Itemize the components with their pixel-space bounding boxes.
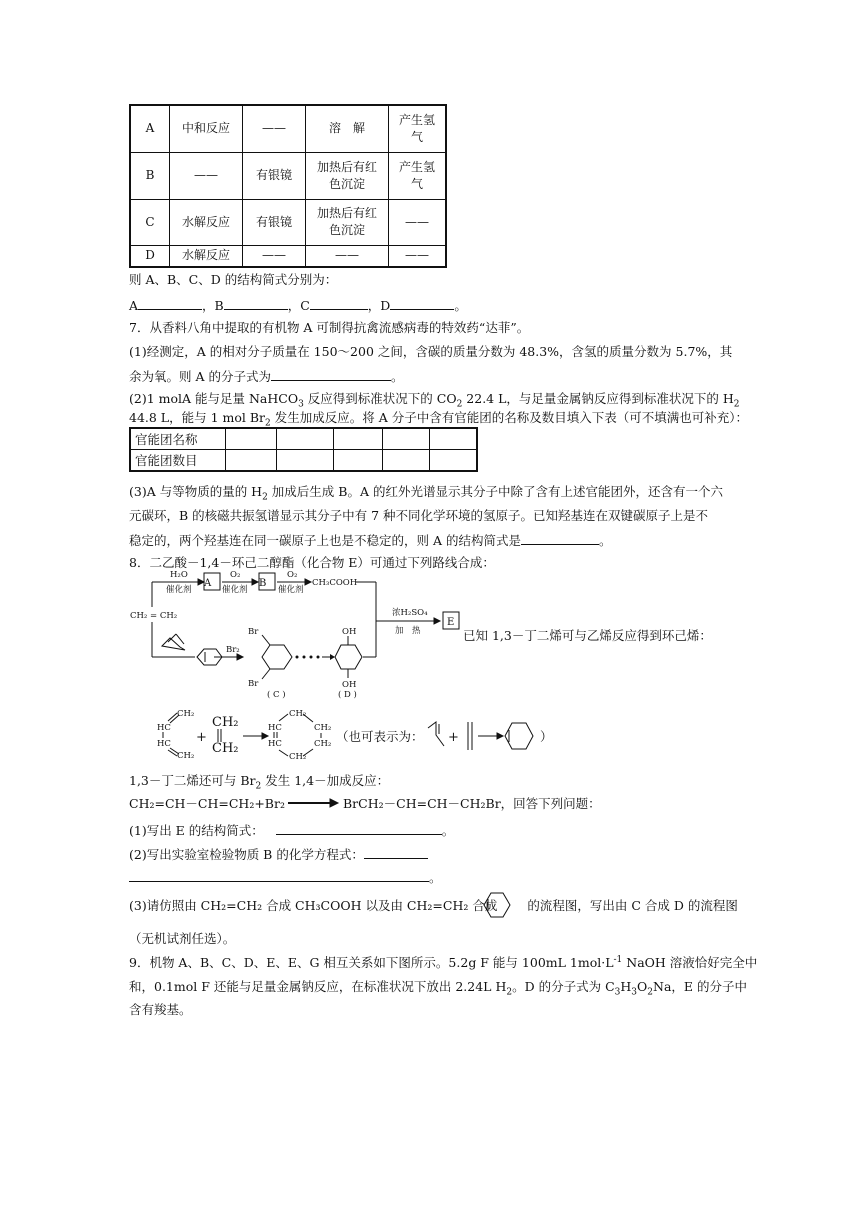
- q8-butadiene-note: 1,3－丁二烯还可与 $Br_2$ 发生 1,4－加成反应：: [129, 773, 390, 792]
- q8-part1: (1)写出 E 的结构简式： 。: [129, 823, 455, 838]
- q7-part2-b: 44.8 L，能与 1 mol $Br_2$ 发生加成反应。将 A 分子中含有官能团的名称及数目填入下表（可不填满也可补充）：: [129, 410, 748, 429]
- catalyst-label: 催化剂: [222, 585, 248, 595]
- label-ch2: CH₂: [212, 741, 239, 756]
- q7-part2: (2)1 molA 能与足量 NaHCO$_3$ 反应得到标准状况下的 $CO_2$ 22.4 L，与足量金属钠反应得到标准状况下的 $H_2$: [129, 391, 740, 410]
- catalyst-label: 催化剂: [278, 585, 304, 595]
- cell: ——: [170, 152, 243, 199]
- label-hc: HC: [268, 739, 282, 749]
- row-label: B: [130, 152, 170, 199]
- question-9-b: 和，0.1mol F 还能与足量金属钠反应，在标准状况下放出 2.24L $H_2$。D 的分子式为 $C_3H_3O_2Na$，E 的分子中: [129, 979, 747, 998]
- plus-sign: +: [448, 730, 459, 745]
- q7-part3-c: 稳定的，两个羟基连在同一碳原子上也是不稳定的，则 A 的结构简式是 。: [129, 533, 612, 548]
- reactant-ethylene: CH₂ = CH₂: [130, 611, 178, 621]
- question-9: 9．机物 A、B、C、D、E、E、G 相互关系如下图所示。5.2g F 能与 100mL $1mol\cdot L^{-1}$ NaOH 溶液恰好完全中: [129, 954, 758, 970]
- label-hc: HC: [268, 723, 282, 733]
- label-hc: HC: [157, 723, 171, 733]
- oh-label: OH: [342, 627, 357, 637]
- cell: 加热后有红 色沉淀: [306, 152, 389, 199]
- blank-e-structure[interactable]: [276, 821, 442, 835]
- row-label: A: [130, 105, 170, 152]
- q8-part3: (3)请仿照由 CH₂=CH₂ 合成 CH₃COOH 以及由 CH₂=CH₂ 合成 的流程图，写出由 C 合成 D 的流程图: [129, 898, 738, 913]
- q7-part1: (1)经测定，A 的相对分子质量在 150～200 之间，含碳的质量分数为 48.3%，含氢的质量分数为 5.7%，其: [129, 344, 733, 359]
- row-label: C: [130, 199, 170, 245]
- compound-d-label: ( D ): [338, 690, 357, 700]
- cell: ——: [389, 199, 447, 245]
- fg-count-header: 官能团数目: [130, 450, 226, 472]
- reagent-br2: Br₂: [226, 645, 240, 655]
- question-8: 8．二乙酸－1,4－环己二醇酯（化合物 E）可通过下列路线合成：: [129, 555, 495, 570]
- blank-equation[interactable]: [364, 845, 428, 859]
- br-label: Br: [248, 627, 259, 637]
- instruction-text: 则 A、B、C、D 的结构简式分别为：: [129, 272, 338, 287]
- label-ch2: CH₂: [314, 739, 332, 749]
- br-label: Br: [248, 679, 259, 689]
- compound-c-label: ( C ): [267, 690, 286, 700]
- cell: ——: [243, 105, 306, 152]
- cell: ——: [389, 245, 447, 267]
- cell: 溶 解: [306, 105, 389, 152]
- plus-sign: +: [196, 730, 207, 745]
- alt-representation-end: ）: [540, 729, 553, 744]
- label-hc: HC: [157, 739, 171, 749]
- cell: ——: [243, 245, 306, 267]
- label-ch2: CH₂: [212, 715, 239, 730]
- cell: 产生氢 气: [389, 105, 447, 152]
- q8-equation-left: CH₂=CH－CH=CH₂+Br₂: [129, 796, 285, 811]
- condition-heat: 加 热: [395, 626, 421, 636]
- label-ch2: CH₂: [177, 709, 195, 719]
- q7-part3: (3)A 与等物质的量的 $H_2$ 加成后生成 B。A 的红外光谱显示其分子中除了含有上述官能团外，还含有一个六: [129, 484, 723, 503]
- label-ch2: CH₂: [289, 752, 307, 762]
- q7-part3-b: 元碳环，B 的核磁共振氢谱显示其分子中有 7 种不同化学环境的氢原子。已知羟基连在双键碳原子上是不: [129, 508, 709, 523]
- question-7: 7．从香料八角中提取的有机物 A 可制得抗禽流感病毒的特效药“达菲”。: [129, 320, 530, 335]
- label-ch2: CH₂: [289, 709, 307, 719]
- box-e-label: E: [447, 617, 455, 628]
- cell: 加热后有红 色沉淀: [306, 199, 389, 245]
- blank-equation-cont[interactable]: [129, 868, 429, 882]
- product-acetic-acid: CH₃COOH: [312, 578, 358, 588]
- cell: 水解反应: [170, 245, 243, 267]
- box-a-label: A: [204, 578, 212, 589]
- catalyst-label: 催化剂: [166, 585, 192, 595]
- answer-line-abcd: A ，B ，C ，D 。: [129, 298, 467, 313]
- cell: ——: [306, 245, 389, 267]
- cell: 水解反应: [170, 199, 243, 245]
- box-b-label: B: [259, 578, 267, 589]
- label-ch2: CH₂: [314, 723, 332, 733]
- q8-part3-b: （无机试剂任选）。: [129, 931, 236, 946]
- cell: 有银镜: [243, 152, 306, 199]
- cell: 中和反应: [170, 105, 243, 152]
- diels-alder-note: 已知 1,3－丁二烯可与乙烯反应得到环己烯：: [463, 628, 712, 643]
- q7-part1-b: 余为氧。则 A 的分子式为 。: [129, 369, 404, 384]
- fg-name-header: 官能团名称: [130, 428, 226, 450]
- q8-part2: (2)写出实验室检验物质 B 的化学方程式：: [129, 845, 428, 863]
- row-label: D: [130, 245, 170, 267]
- cell: 产生氢 气: [389, 152, 447, 199]
- alt-representation-label: （也可表示为：: [336, 729, 424, 744]
- reagent-h2o: H₂O: [170, 570, 188, 580]
- question-9-c: 含有羧基。: [129, 1002, 192, 1017]
- condition-h2so4: 浓H₂SO₄: [392, 608, 428, 618]
- oh-label: OH: [342, 680, 357, 690]
- q8-part2-b: 。: [129, 868, 442, 886]
- reagent-o2: O₂: [287, 570, 298, 580]
- q8-equation-right: BrCH₂－CH=CH－CH₂Br，回答下列问题：: [343, 796, 601, 811]
- cell: 有银镜: [243, 199, 306, 245]
- label-ch2: CH₂: [177, 751, 195, 761]
- reagent-o2: O₂: [230, 570, 241, 580]
